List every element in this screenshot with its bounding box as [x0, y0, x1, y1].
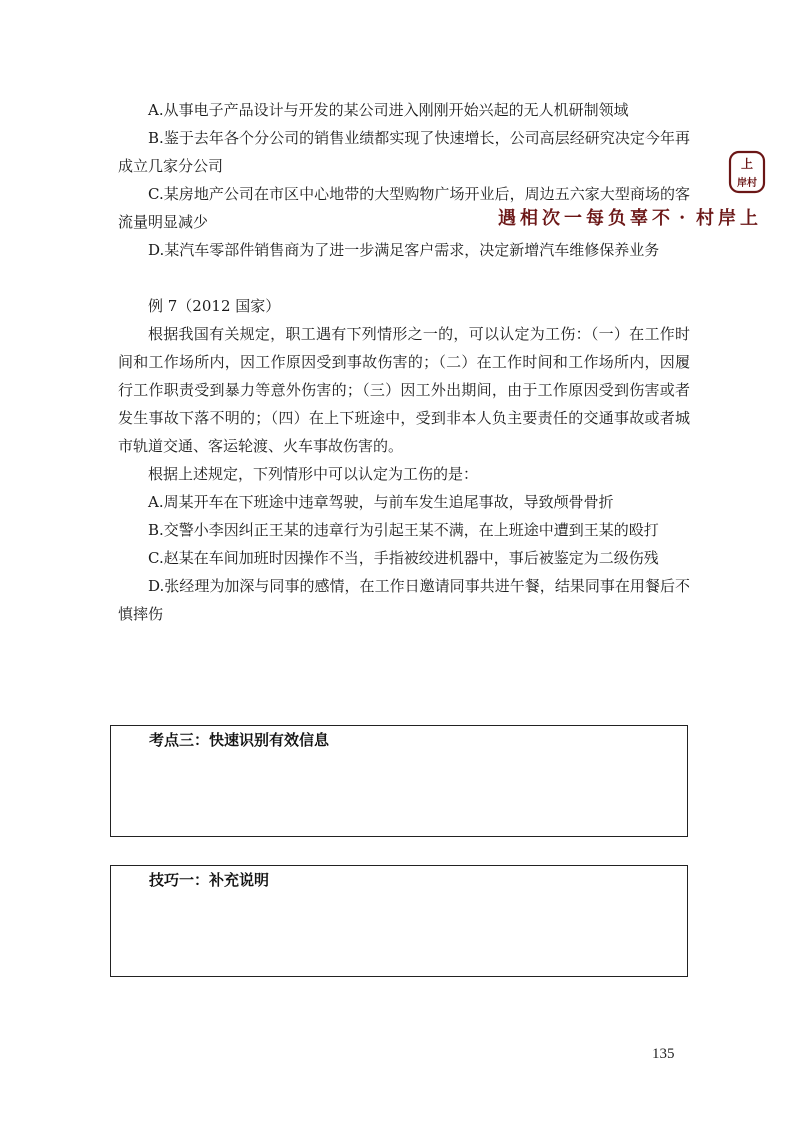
- option-a-prev: A.从事电子产品设计与开发的某公司进入刚刚开始兴起的无人机研制领域: [148, 101, 629, 119]
- jiqiao-title: 技巧一：补充说明: [149, 871, 270, 889]
- kaodian-box: [110, 725, 688, 837]
- svg-text:上: 上: [740, 157, 754, 171]
- option-c-prev: C.某房地产公司在市区中心地带的大型购物广场开业后，周边五六家大型商场的客流量明显减少: [118, 185, 690, 231]
- example-title: 例 7（2012 国家）: [148, 297, 281, 315]
- example-stem: 根据我国有关规定，职工遇有下列情形之一的，可以认定为工伤：（一）在工作时间和工作场所内，因工作原因受到事故伤害的；（二）在工作时间和工作场所内，因履行工作职责受到暴力等意外伤害的；（三）因工外出期间，由于工作原因受到伤害或者发生事故下落不明的；（四）在上下班途中，受到非本人负主要责任的交通事故或者城市轨道交通、客运轮渡、火车事故伤害的。: [118, 325, 690, 455]
- example-question: 根据上述规定，下列情形中可以认定为工伤的是：: [148, 465, 479, 483]
- page-number: 135: [652, 1046, 675, 1062]
- example-option-c: C.赵某在车间加班时因操作不当，手指被绞进机器中，事后被鉴定为二级伤残: [148, 549, 659, 567]
- example-option-d: D.张经理为加深与同事的感情，在工作日邀请同事共进午餐，结果同事在用餐后不慎摔伤: [118, 577, 690, 623]
- example-option-a: A.周某开车在下班途中违章驾驶，与前车发生追尾事故，导致颅骨骨折: [148, 493, 614, 511]
- brand-slogan: 上岸村·不辜负每一次相遇: [495, 208, 758, 227]
- kaodian-title: 考点三：快速识别有效信息: [149, 731, 330, 749]
- main-content: [118, 96, 690, 628]
- svg-text:岸村: 岸村: [737, 178, 757, 189]
- example-option-b: B.交警小李因纠正王某的违章行为引起王某不满，在上班途中遭到王某的殴打: [148, 521, 659, 539]
- option-b-prev: B.鉴于去年各个分公司的销售业绩都实现了快速增长，公司高层经研究决定今年再成立几家分公司: [118, 129, 690, 175]
- brand-seal-icon: [728, 150, 766, 194]
- jiqiao-box: [110, 865, 688, 977]
- option-d-prev: D.某汽车零部件销售商为了进一步满足客户需求，决定新增汽车维修保养业务: [148, 241, 660, 259]
- section-spacer: [118, 264, 690, 292]
